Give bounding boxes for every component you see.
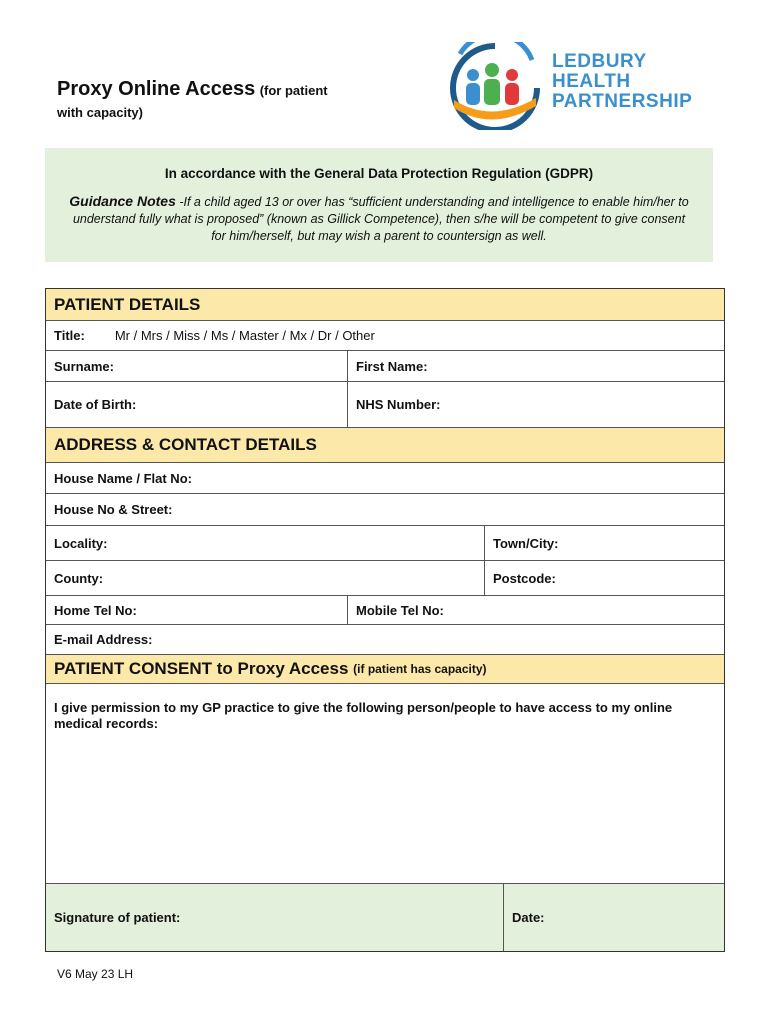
house-no-row — [46, 494, 724, 526]
section-patient-details — [46, 289, 724, 321]
email-label: E-mail Address: — [54, 632, 153, 647]
logo-line-1: LEDBURY — [552, 51, 647, 72]
title-row — [46, 321, 724, 351]
surname-field[interactable] — [46, 351, 347, 381]
locality-row — [46, 526, 724, 561]
email-field[interactable] — [46, 625, 724, 654]
mobile-tel-field[interactable] — [347, 596, 724, 624]
page-title — [57, 78, 417, 120]
gdpr-notice — [45, 148, 713, 262]
mobile-tel-label: Mobile Tel No: — [356, 602, 444, 618]
title-field[interactable] — [46, 321, 724, 350]
logo-line-2: HEALTH — [552, 71, 631, 92]
house-name-row — [46, 463, 724, 494]
consent-text: I give permission to my GP practice to give the following person/people to have access to my online medical records: — [54, 700, 673, 731]
section-consent — [46, 655, 724, 684]
signature-field[interactable] — [46, 884, 503, 951]
town-field[interactable] — [484, 526, 724, 560]
logo-text — [552, 52, 692, 112]
signature-label: Signature of patient: — [54, 910, 181, 925]
version-footer: V6 May 23 LH — [57, 967, 134, 981]
section-title-note: (if patient has capacity) — [353, 662, 487, 676]
title-line2: with capacity) — [57, 105, 143, 120]
logo-emblem-icon — [440, 42, 550, 130]
consent-field[interactable] — [46, 684, 724, 883]
locality-field[interactable] — [46, 526, 484, 560]
first-name-field[interactable] — [347, 351, 724, 381]
date-field[interactable] — [503, 884, 724, 951]
consent-row — [46, 684, 724, 884]
county-label: County: — [54, 570, 104, 586]
logo-line-3: PARTNERSHIP — [552, 91, 693, 112]
locality-label: Locality: — [54, 535, 108, 551]
postcode-label: Postcode: — [493, 570, 556, 586]
section-address — [46, 428, 724, 463]
section-title: PATIENT CONSENT to Proxy Access — [54, 659, 349, 678]
dob-label: Date of Birth: — [54, 397, 137, 412]
title-options[interactable]: Mr / Mrs / Miss / Ms / Master / Mx / Dr / Other — [114, 328, 375, 343]
home-tel-label: Home Tel No: — [54, 602, 137, 618]
town-label: Town/City: — [493, 535, 559, 551]
house-name-label: House Name / Flat No: — [54, 470, 192, 486]
county-field[interactable] — [46, 561, 484, 595]
practice-logo — [440, 42, 730, 130]
nhs-number-label: NHS Number: — [356, 397, 441, 412]
section-title: PATIENT DETAILS — [54, 294, 201, 314]
tel-row — [46, 596, 724, 625]
title-label: Title: — [54, 328, 85, 343]
house-no-label: House No & Street: — [54, 502, 173, 517]
county-row — [46, 561, 724, 596]
postcode-field[interactable] — [484, 561, 724, 595]
title-suffix: (for patient — [259, 83, 328, 98]
guidance-notes — [67, 193, 691, 245]
email-row — [46, 625, 724, 655]
nhs-number-field[interactable] — [347, 382, 724, 427]
surname-label: Surname: — [54, 358, 114, 374]
first-name-label: First Name: — [356, 358, 428, 374]
section-title: ADDRESS & CONTACT DETAILS — [54, 435, 317, 454]
dob-row — [46, 382, 724, 428]
title-main: Proxy Online Access — [57, 78, 256, 100]
house-no-field[interactable] — [46, 494, 724, 525]
home-tel-field[interactable] — [46, 596, 347, 624]
name-row — [46, 351, 724, 382]
house-name-field[interactable] — [46, 463, 724, 493]
guidance-notes-body: -If a child aged 13 or over has “sufficient understanding and intelligence to enable him/her to understand fully what is proposed” (known as Gillick Competence), then s/he will be competent to give consent for him/herself, but may wish a parent to countersign as well. — [72, 195, 689, 243]
gdpr-heading: In accordance with the General Data Protection Regulation (GDPR) — [164, 166, 594, 181]
guidance-notes-lead: Guidance Notes — [69, 193, 176, 209]
patient-form — [45, 288, 725, 952]
signature-row — [46, 884, 724, 951]
date-label: Date: — [512, 910, 545, 925]
dob-field[interactable] — [46, 382, 347, 427]
